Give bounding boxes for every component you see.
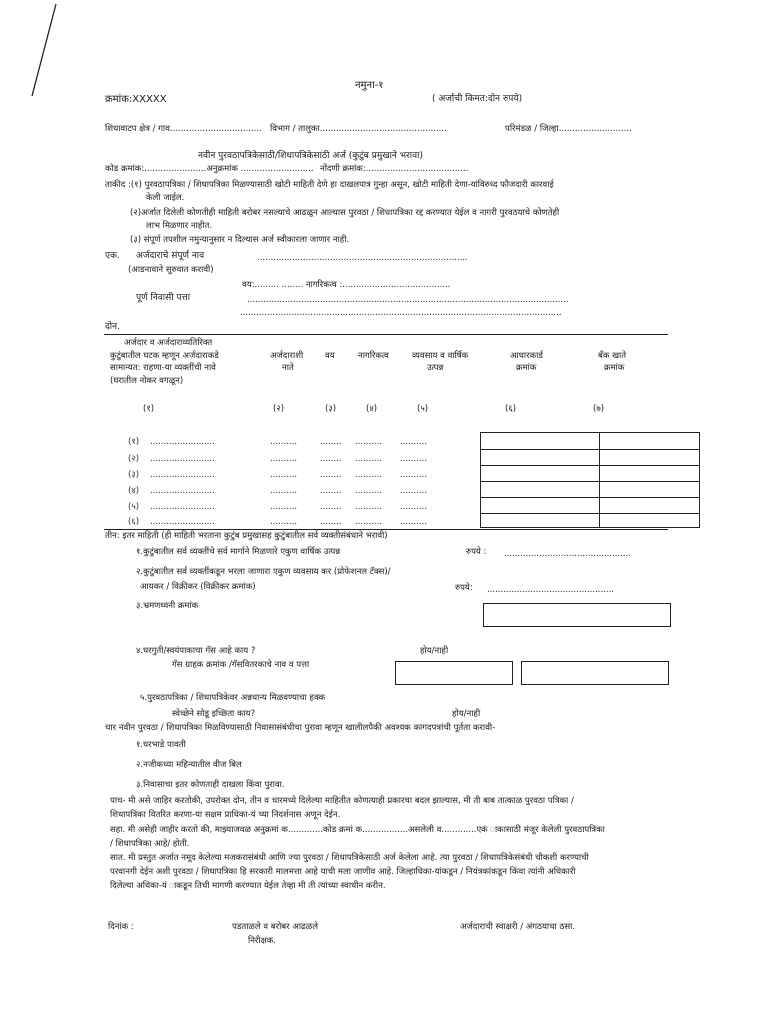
citizenship-field[interactable]: .......... <box>355 486 383 496</box>
aadhaar-bank-grid[interactable] <box>480 432 700 528</box>
age-field[interactable]: ........ <box>320 454 342 464</box>
row-number: (२) <box>128 454 140 464</box>
row-number: (३) <box>128 470 140 480</box>
declaration-7: सात. मी प्रस्तुत अर्जात नमूद केलेल्या मजकरासंबंधी आणि ज्या पुरवठा / शिधापत्रिकेसाठी अर्ज केलेला आहे. त्या पुरवठा / शिधापत्रिकेसंबंधी चौकशी करण्याची <box>110 853 589 863</box>
section-1-number: एक. <box>105 251 120 261</box>
declaration-5-cont: शिधापत्रिका वितरित करणा-या सक्षम प्राधिका-यं च्या निदर्शनास अणून देईन. <box>110 810 341 820</box>
col-num-1: (१) <box>143 404 155 414</box>
row-number: (५) <box>128 502 140 512</box>
occupation-field[interactable]: .......... <box>400 502 428 512</box>
citizenship-field[interactable]: .......... <box>355 470 383 480</box>
address-label: पूर्ण निवासी पत्ता <box>136 293 191 303</box>
age-field[interactable]: ........ <box>320 486 342 496</box>
member-name-field[interactable]: ........................ <box>150 470 215 480</box>
grid-row-divider <box>481 465 699 466</box>
occupation-field[interactable]: .......... <box>400 470 428 480</box>
declaration-6-cont: / शिधापत्रिका आहे/ होती. <box>110 839 190 849</box>
section-2-number: दोन. <box>105 322 120 332</box>
col-num-4: (४) <box>366 404 378 414</box>
occupation-field[interactable]: .......... <box>400 486 428 496</box>
col-head-names-1: कुटुंबातील घटक म्हणून अर्जदाराकडे <box>110 351 219 361</box>
row-number: (१) <box>128 437 140 447</box>
section-2-rule-top <box>104 334 668 335</box>
warning-3: (३) संपूर्ण तपशील नमुन्यानुसार न दिल्यास अर्ज स्वीकारला जाणार नाही. <box>130 235 350 245</box>
relation-field[interactable]: .......... <box>270 502 298 512</box>
col-num-3: (३) <box>325 404 337 414</box>
doc-other-proof: ३.निवासाचा इतर कोणताही दाखला किंवा पुरावा. <box>136 780 285 790</box>
address-field-2[interactable]: ....................................................................................................................... <box>240 308 562 318</box>
address-field-1[interactable]: ....................................................................................................................... <box>247 295 569 305</box>
section-4-heading: चार नवीन पुरवठा / शिधापत्रिका मिळविण्यासाठी निवासासंबंधीचा पुरावा म्हणून खालीलपैकी अवश्यक कागदपत्रांची पूर्तता करावी- <box>105 723 496 733</box>
relation-field[interactable]: .......... <box>270 486 298 496</box>
warning-1-cont: केली जाईल. <box>146 193 185 203</box>
col-head-relation-2: नाते <box>282 363 294 373</box>
professional-tax-field[interactable]: ............................................... <box>487 585 614 595</box>
citizenship-field[interactable]: .......... <box>355 454 383 464</box>
declaration-7-cont-2: दिलेल्या अधिका-यं ाकडून तिची मागणी करण्यात येईल तेव्हा मी ती त्यांच्या स्वाधीन करीन. <box>110 881 386 891</box>
warning-2-cont: लाभ मिळणार नाहीत. <box>146 221 213 231</box>
row-number: (४) <box>128 486 140 496</box>
serial-number: क्रमांक:XXXXX <box>105 94 167 105</box>
forgo-yes-no[interactable]: होय/नाही <box>452 709 481 719</box>
col-head-relation-1: अर्जदाराशी <box>270 351 304 361</box>
annual-income-rs: रुपये : <box>466 547 487 557</box>
member-name-field[interactable]: ........................ <box>150 454 215 464</box>
warning-1: ताकीद :(१) पुरवठापत्रिका / शिधापत्रिका मिळण्यासाठी खोटी माहिती देणे हा दाखलपात्र गुन्हा असून, खोटी माहिती देणा-यांविरुध्द फौजदारी कारवाई <box>105 180 554 190</box>
grid-row-divider <box>481 449 699 450</box>
member-name-field[interactable]: ........................ <box>150 486 215 496</box>
occupation-field[interactable]: .......... <box>400 454 428 464</box>
col-head-aadhaar-1: आधारकार्ड <box>510 351 543 361</box>
applicant-name-label: अर्जदाराचे संपूर्ण नाव <box>136 251 205 261</box>
registration-number-line: नोंदणी क्रमांक:...................................... <box>320 164 469 174</box>
gas-yes-no[interactable]: होय/नाही <box>420 646 449 656</box>
occupation-field[interactable]: .......... <box>400 437 428 447</box>
col-head-names-2: सामान्यत: राहणा-या व्यक्तींची नावे <box>110 363 216 373</box>
col-head-occupation-2: उत्पन्न <box>427 363 444 373</box>
member-name-field[interactable]: ........................ <box>150 437 215 447</box>
signature-label: अर्जदाराची स्वाक्षरी / अंगठयाचा ठसा. <box>460 922 576 932</box>
grid-row-divider <box>481 497 699 498</box>
gas-consumer-label: गॅस ग्राहक क्रमांक /गॅसवितरकाचे नाव व पत्ता <box>172 660 310 670</box>
section-2-rule-bottom <box>104 529 668 530</box>
area-district: परिमंडळ / जिल्हा........................... <box>505 124 632 134</box>
warning-2: (२)अर्जात दिलेली कोणतीही माहिती बरोबर नसल्याचे आढळून आल्यास पुरवठा / शिधापत्रिका रद्द करण्यात येईल व नागरी पुरवठयाचे कोणतेही <box>130 208 560 218</box>
col-num-7: (७) <box>593 404 605 414</box>
occupation-field[interactable]: .......... <box>400 517 428 527</box>
declaration-5: पाच- मी असे जाहिर करतोकी, उपरोक्त दोन, तीन व चारमध्ये दिलेल्या माहितीत कोणत्याही प्रकारचा बदल झाल्यास, मी ती बाब तात्काळ पुरवठा पत्रिका / <box>110 796 574 806</box>
professional-tax-rs: रुपये: <box>455 583 473 593</box>
doc-electricity-bill: २.नजीकच्या महिन्यातील वीज बिल <box>136 760 242 770</box>
forgo-ration-label: ५.पुरवठापत्रिका / शिधापत्रिकेवर अन्नधान्य मिळवण्याचा हक्क <box>140 693 326 703</box>
col-head-age: वय <box>325 351 335 361</box>
citizenship-field[interactable]: .......... <box>355 437 383 447</box>
age-field[interactable]: ........ <box>320 437 342 447</box>
section-3-heading: तीन: इतर माहिती (ही माहिती भरताना कुटुंब प्रमुखासह कुटुंबातील सर्व व्यक्तीसंबंधाने भरावी) <box>105 531 388 541</box>
col-head-bank-1: बँक खाते <box>598 351 627 361</box>
grid-row-divider <box>481 513 699 514</box>
citizenship-field[interactable]: .......... <box>355 517 383 527</box>
area-taluka: विभाग / तालुका............................................... <box>270 124 447 134</box>
verified-label: पडताळले व बरोबर आढळले <box>232 922 319 932</box>
age-field[interactable]: ........ <box>320 470 342 480</box>
scan-mark <box>14 0 74 100</box>
gas-distributor-box[interactable] <box>521 661 669 685</box>
inspector-label: निरीक्षक. <box>248 936 276 946</box>
mobile-number-label: ३.भ्रमणध्वनी क्रमांक <box>136 601 199 611</box>
forgo-ration-sub: स्वेच्छेने सोडू इच्छिता काय? <box>172 709 256 719</box>
code-number-line: कोड क्रमांक:.......................अनुक्रमांक ........................... <box>105 164 314 174</box>
relation-field[interactable]: .......... <box>270 437 298 447</box>
applicant-name-field[interactable]: .............................................................................. <box>257 253 468 263</box>
professional-tax-label-cont: आयकर / विक्रीकर (विक्रीकर क्रमांक) <box>140 582 256 592</box>
relation-field[interactable]: .......... <box>270 517 298 527</box>
declaration-7-cont: परवानगी देईन अशी पुरवठा / शिधापत्रिका हि सरकारी मालमत्ता आहे याची मला जाणीव आहे. जिल्हाधिका-यांकडून / नियंत्रकांकडून किंवा त्यांनी अधिकारी <box>110 867 576 877</box>
application-title: नवीन पुरवठापत्रिकेसाठी/शिधापत्रिकेसाठी अर्ज (कुटुंब प्रमुखाने भरावा) <box>198 151 423 161</box>
citizenship-field[interactable]: .......... <box>355 502 383 512</box>
gas-connection-label: ४.घरगुती/स्वयंपाकाचा गॅस आहे काय ? <box>136 646 256 656</box>
date-label: दिनांक : <box>108 922 134 932</box>
col-num-5: (५) <box>417 404 429 414</box>
grid-row-divider <box>481 481 699 482</box>
col-head-aadhaar-2: क्रमांक <box>516 363 537 373</box>
annual-income-label: १.कुटुंबातील सर्व व्यक्तींचे सर्व मार्गाने मिळणारे एकुण वार्षिक उत्पन्न <box>136 547 341 557</box>
form-title: नमुना-१ <box>355 80 384 91</box>
annual-income-field[interactable]: ............................................... <box>504 549 631 559</box>
relation-field[interactable]: .......... <box>270 470 298 480</box>
col-head-citizenship: नागरिकत्व <box>358 351 389 361</box>
col-num-6: (६) <box>505 404 517 414</box>
applicant-name-hint: (आडनावाने सुरुवात करावी) <box>128 265 214 275</box>
relation-field[interactable]: .......... <box>270 454 298 464</box>
doc-rent-receipt: १.घरभाडे पावती <box>136 740 186 750</box>
mobile-number-box[interactable] <box>483 603 671 627</box>
row-number: (६) <box>128 517 140 527</box>
member-name-field[interactable]: ........................ <box>150 502 215 512</box>
section-2-intro: अर्जदार व अर्जदाराव्यतिरिक्त <box>124 338 213 348</box>
col-head-names-3: (घरातील नोकर वगळून) <box>110 376 184 386</box>
member-name-field[interactable]: ........................ <box>150 517 215 527</box>
area-village: शिधावाटप क्षेत्र / गाव.................................. <box>105 124 262 134</box>
col-head-bank-2: क्रमांक <box>604 363 625 373</box>
professional-tax-label: २.कुटुंबातील सर्व व्यक्तींकडून भरला जाणारा एकुण व्यवसाय कर (प्रोफेशनल टॅक्स)/ <box>136 567 391 577</box>
age-field[interactable]: ........ <box>320 502 342 512</box>
gas-consumer-number-box[interactable] <box>395 661 513 685</box>
col-head-occupation-1: व्यवसाय व वार्षिक <box>412 351 469 361</box>
age-field[interactable]: ........ <box>320 517 342 527</box>
declaration-6: सहा. मी असेही जाहीर करतो की, माझ्याजवळ अनुक्रमां क.............कोड क्रमां क.................असलेली व.............एकं ाकासाठी मंजूर केलेली पुरवठापत्रिका <box>110 825 605 835</box>
age-citizenship-line[interactable]: वय:......... ........ नागरिकत्व :........................................ <box>242 280 451 290</box>
col-num-2: (२) <box>273 404 285 414</box>
form-price: ( अर्जाची किमत:दोन रुपये) <box>432 94 523 104</box>
